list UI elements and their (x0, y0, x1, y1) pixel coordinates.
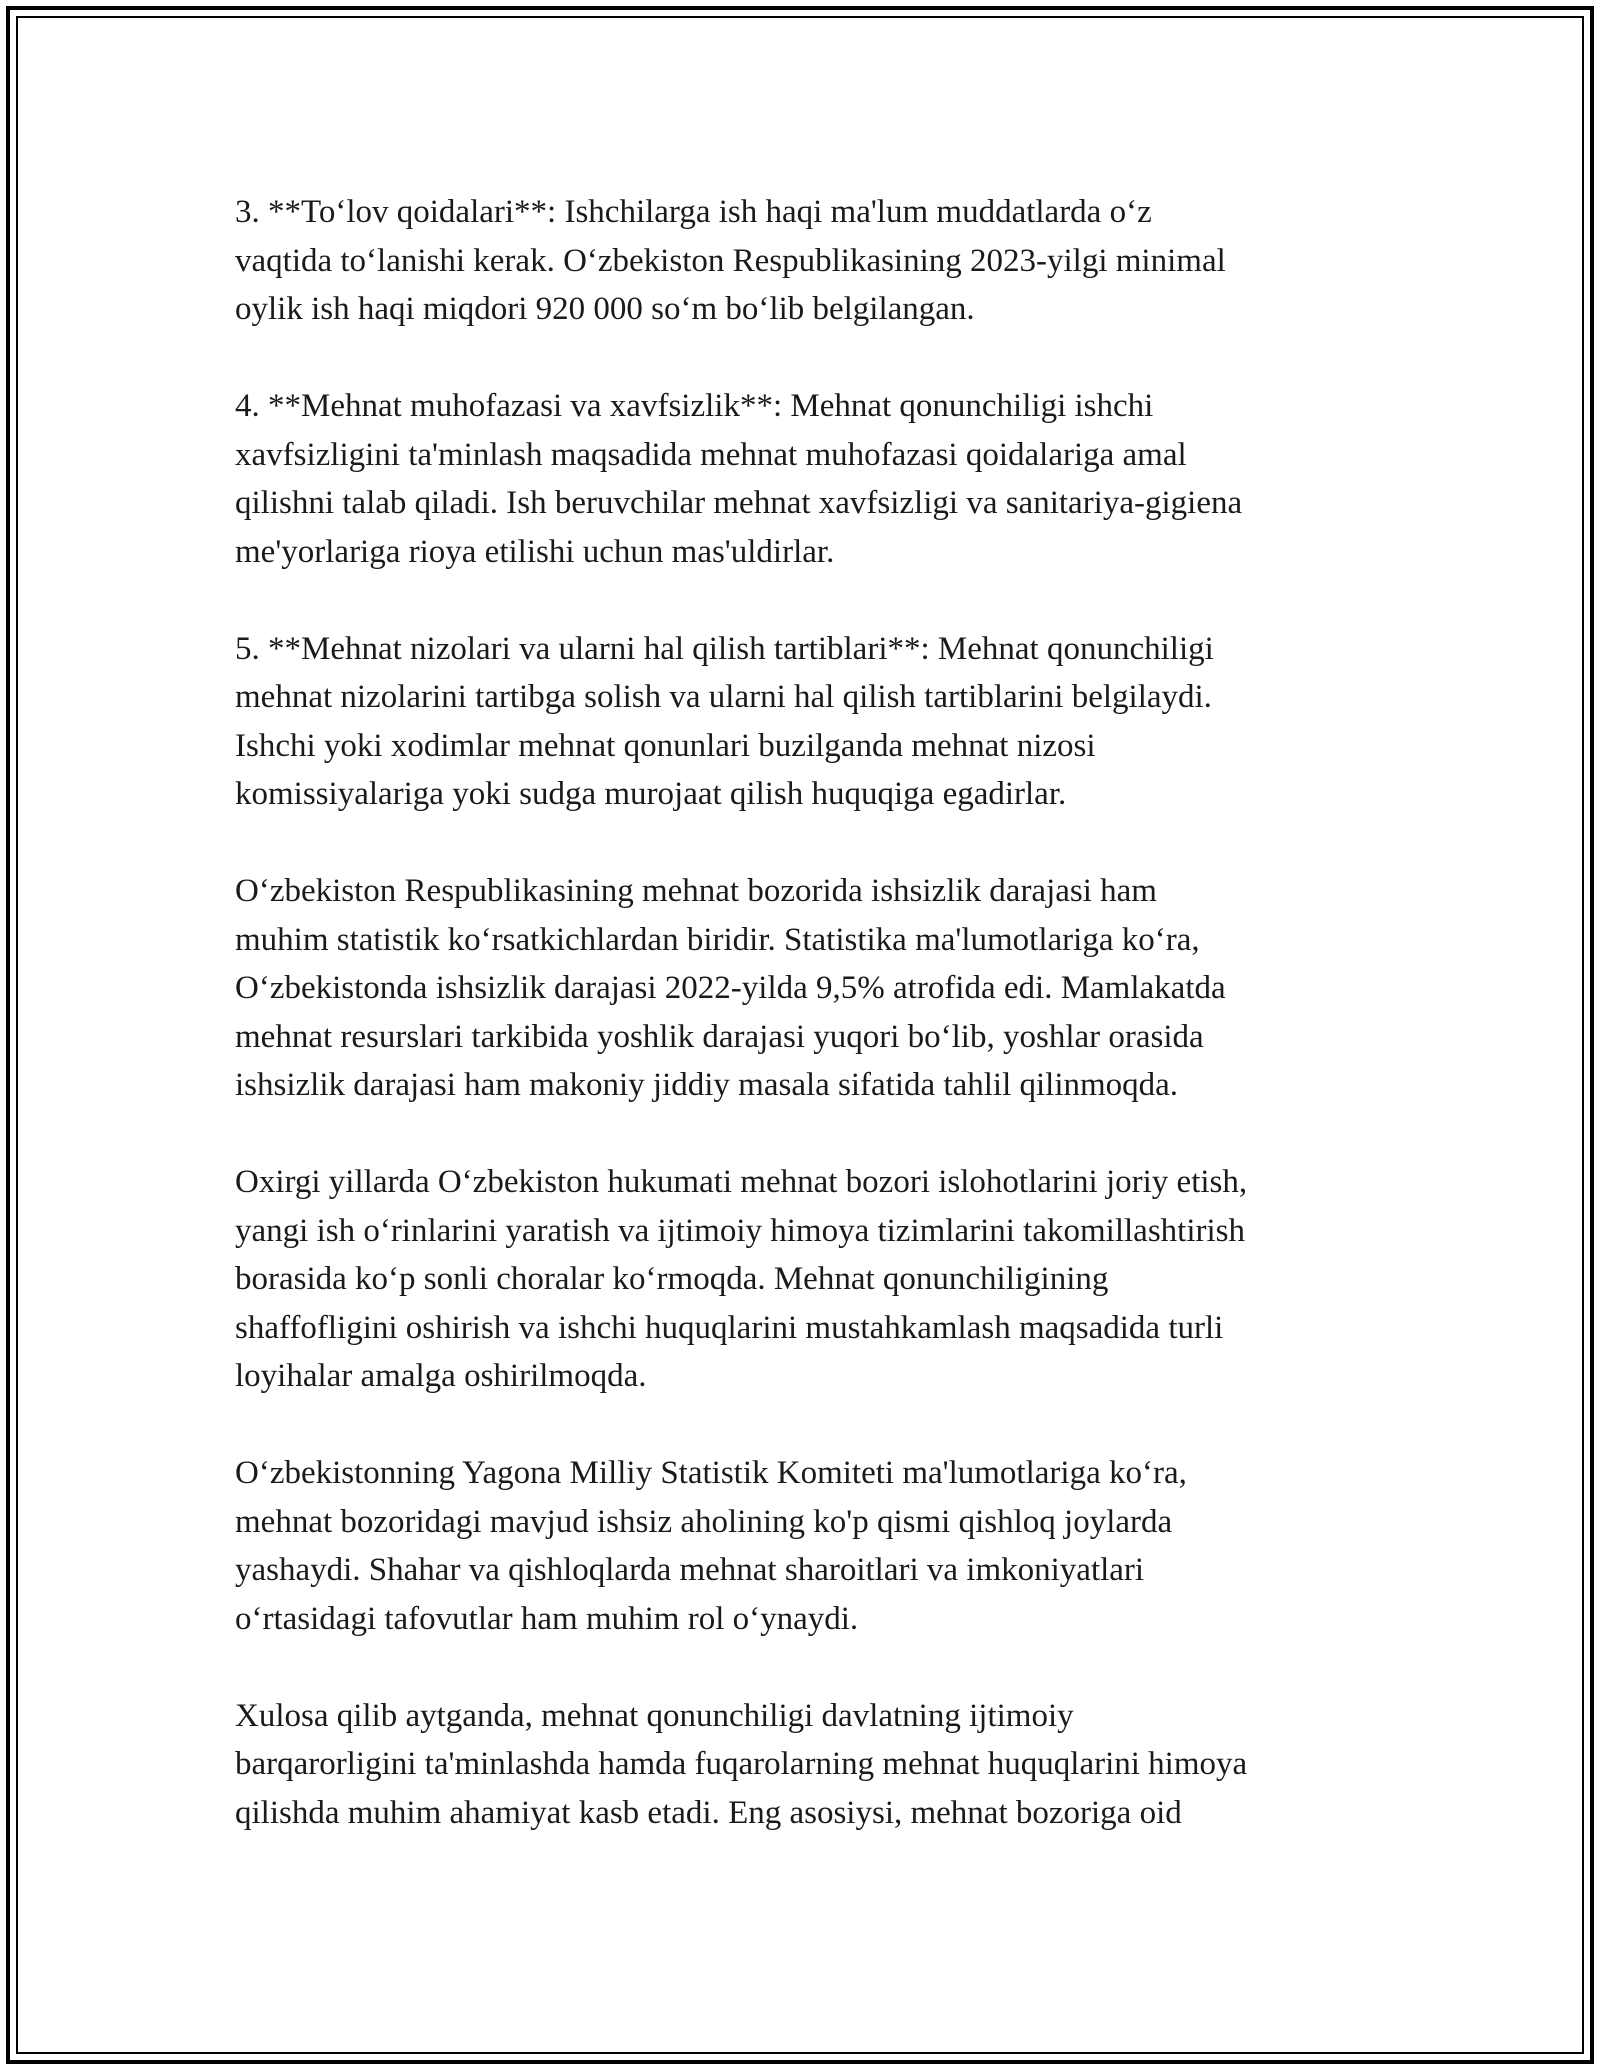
text-line: Ishchi yoki xodimlar mehnat qonunlari buzilganda mehnat nizosi (235, 727, 1096, 764)
text-line: xavfsizligini ta'minlash maqsadida mehnat muhofazasi qoidalariga amal (235, 436, 1187, 473)
paragraph-statistics-committee (235, 1449, 1385, 1643)
text-line: mehnat nizolarini tartibga solish va ularni hal qilish tartiblarini belgilaydi. (235, 679, 1212, 715)
text-line: O‘zbekistonning Yagona Milliy Statistik Komiteti ma'lumotlariga ko‘ra, (235, 1455, 1187, 1491)
text-line: komissiyalariga yoki sudga murojaat qilish huquqiga egadirlar. (235, 776, 1067, 812)
text-line: o‘rtasidagi tafovutlar ham muhim rol o‘ynaydi. (235, 1600, 859, 1637)
paragraph-conclusion (235, 1692, 1385, 1838)
text-line: Oxirgi yillarda O‘zbekiston hukumati mehnat bozori islohotlarini joriy etish, (235, 1164, 1248, 1200)
paragraph-government-reforms (235, 1158, 1385, 1401)
text-line: O‘zbekistonda ishsizlik darajasi 2022-yilda 9,5% atrofida edi. Mamlakatda (235, 970, 1226, 1006)
paragraph-labor-disputes (235, 625, 1385, 819)
text-line: oylik ish haqi miqdori 920 000 so‘m bo‘lib belgilangan. (235, 291, 975, 327)
text-line: mehnat bozoridagi mavjud ishsiz aholining ko'p qismi qishloq joylarda (235, 1503, 1173, 1540)
text-line: vaqtida to‘lanishi kerak. O‘zbekiston Respublikasining 2023-yilgi minimal (235, 242, 1226, 279)
text-line: yashaydi. Shahar va qishloqlarda mehnat sharoitlari va imkoniyatlari (235, 1552, 1145, 1588)
paragraph-unemployment (235, 867, 1385, 1110)
paragraph-labor-safety (235, 382, 1385, 576)
document-body (235, 188, 1385, 1886)
text-line: mehnat resurslari tarkibida yoshlik darajasi yuqori bo‘lib, yoshlar orasida (235, 1018, 1204, 1055)
text-line: qilishni talab qiladi. Ish beruvchilar mehnat xavfsizligi va sanitariya-gigiena (235, 485, 1243, 521)
text-line: borasida ko‘p sonli choralar ko‘rmoqda. Mehnat qonunchiligining (235, 1261, 1109, 1297)
text-line: muhim statistik ko‘rsatkichlardan biridir. Statistika ma'lumotlariga ko‘ra, (235, 921, 1200, 958)
text-line: O‘zbekiston Respublikasining mehnat bozorida ishsizlik darajasi ham (235, 873, 1157, 909)
text-line: 4. **Mehnat muhofazasi va xavfsizlik**: Mehnat qonunchiligi ishchi (235, 388, 1154, 424)
text-line: loyihalar amalga oshirilmoqda. (235, 1358, 647, 1394)
text-line: me'yorlariga rioya etilishi uchun mas'uldirlar. (235, 533, 835, 570)
text-line: 5. **Mehnat nizolari va ularni hal qilish tartiblari**: Mehnat qonunchiligi (235, 630, 1214, 667)
text-line: barqarorligini ta'minlashda hamda fuqarolarning mehnat huquqlarini himoya (235, 1746, 1248, 1782)
paragraph-payment-rules (235, 188, 1385, 334)
text-line: qilishda muhim ahamiyat kasb etadi. Eng asosiysi, mehnat bozoriga oid (235, 1794, 1182, 1831)
text-line: yangi ish o‘rinlarini yaratish va ijtimoiy himoya tizimlarini takomillashtirish (235, 1212, 1245, 1249)
text-line: shaffofligini oshirish va ishchi huquqlarini mustahkamlash maqsadida turli (235, 1309, 1224, 1346)
text-line: Xulosa qilib aytganda, mehnat qonunchiligi davlatning ijtimoiy (235, 1697, 1074, 1734)
text-line: 3. **To‘lov qoidalari**: Ishchilarga ish haqi ma'lum muddatlarda o‘z (235, 194, 1152, 230)
text-line: ishsizlik darajasi ham makoniy jiddiy masala sifatida tahlil qilinmoqda. (235, 1067, 1179, 1103)
